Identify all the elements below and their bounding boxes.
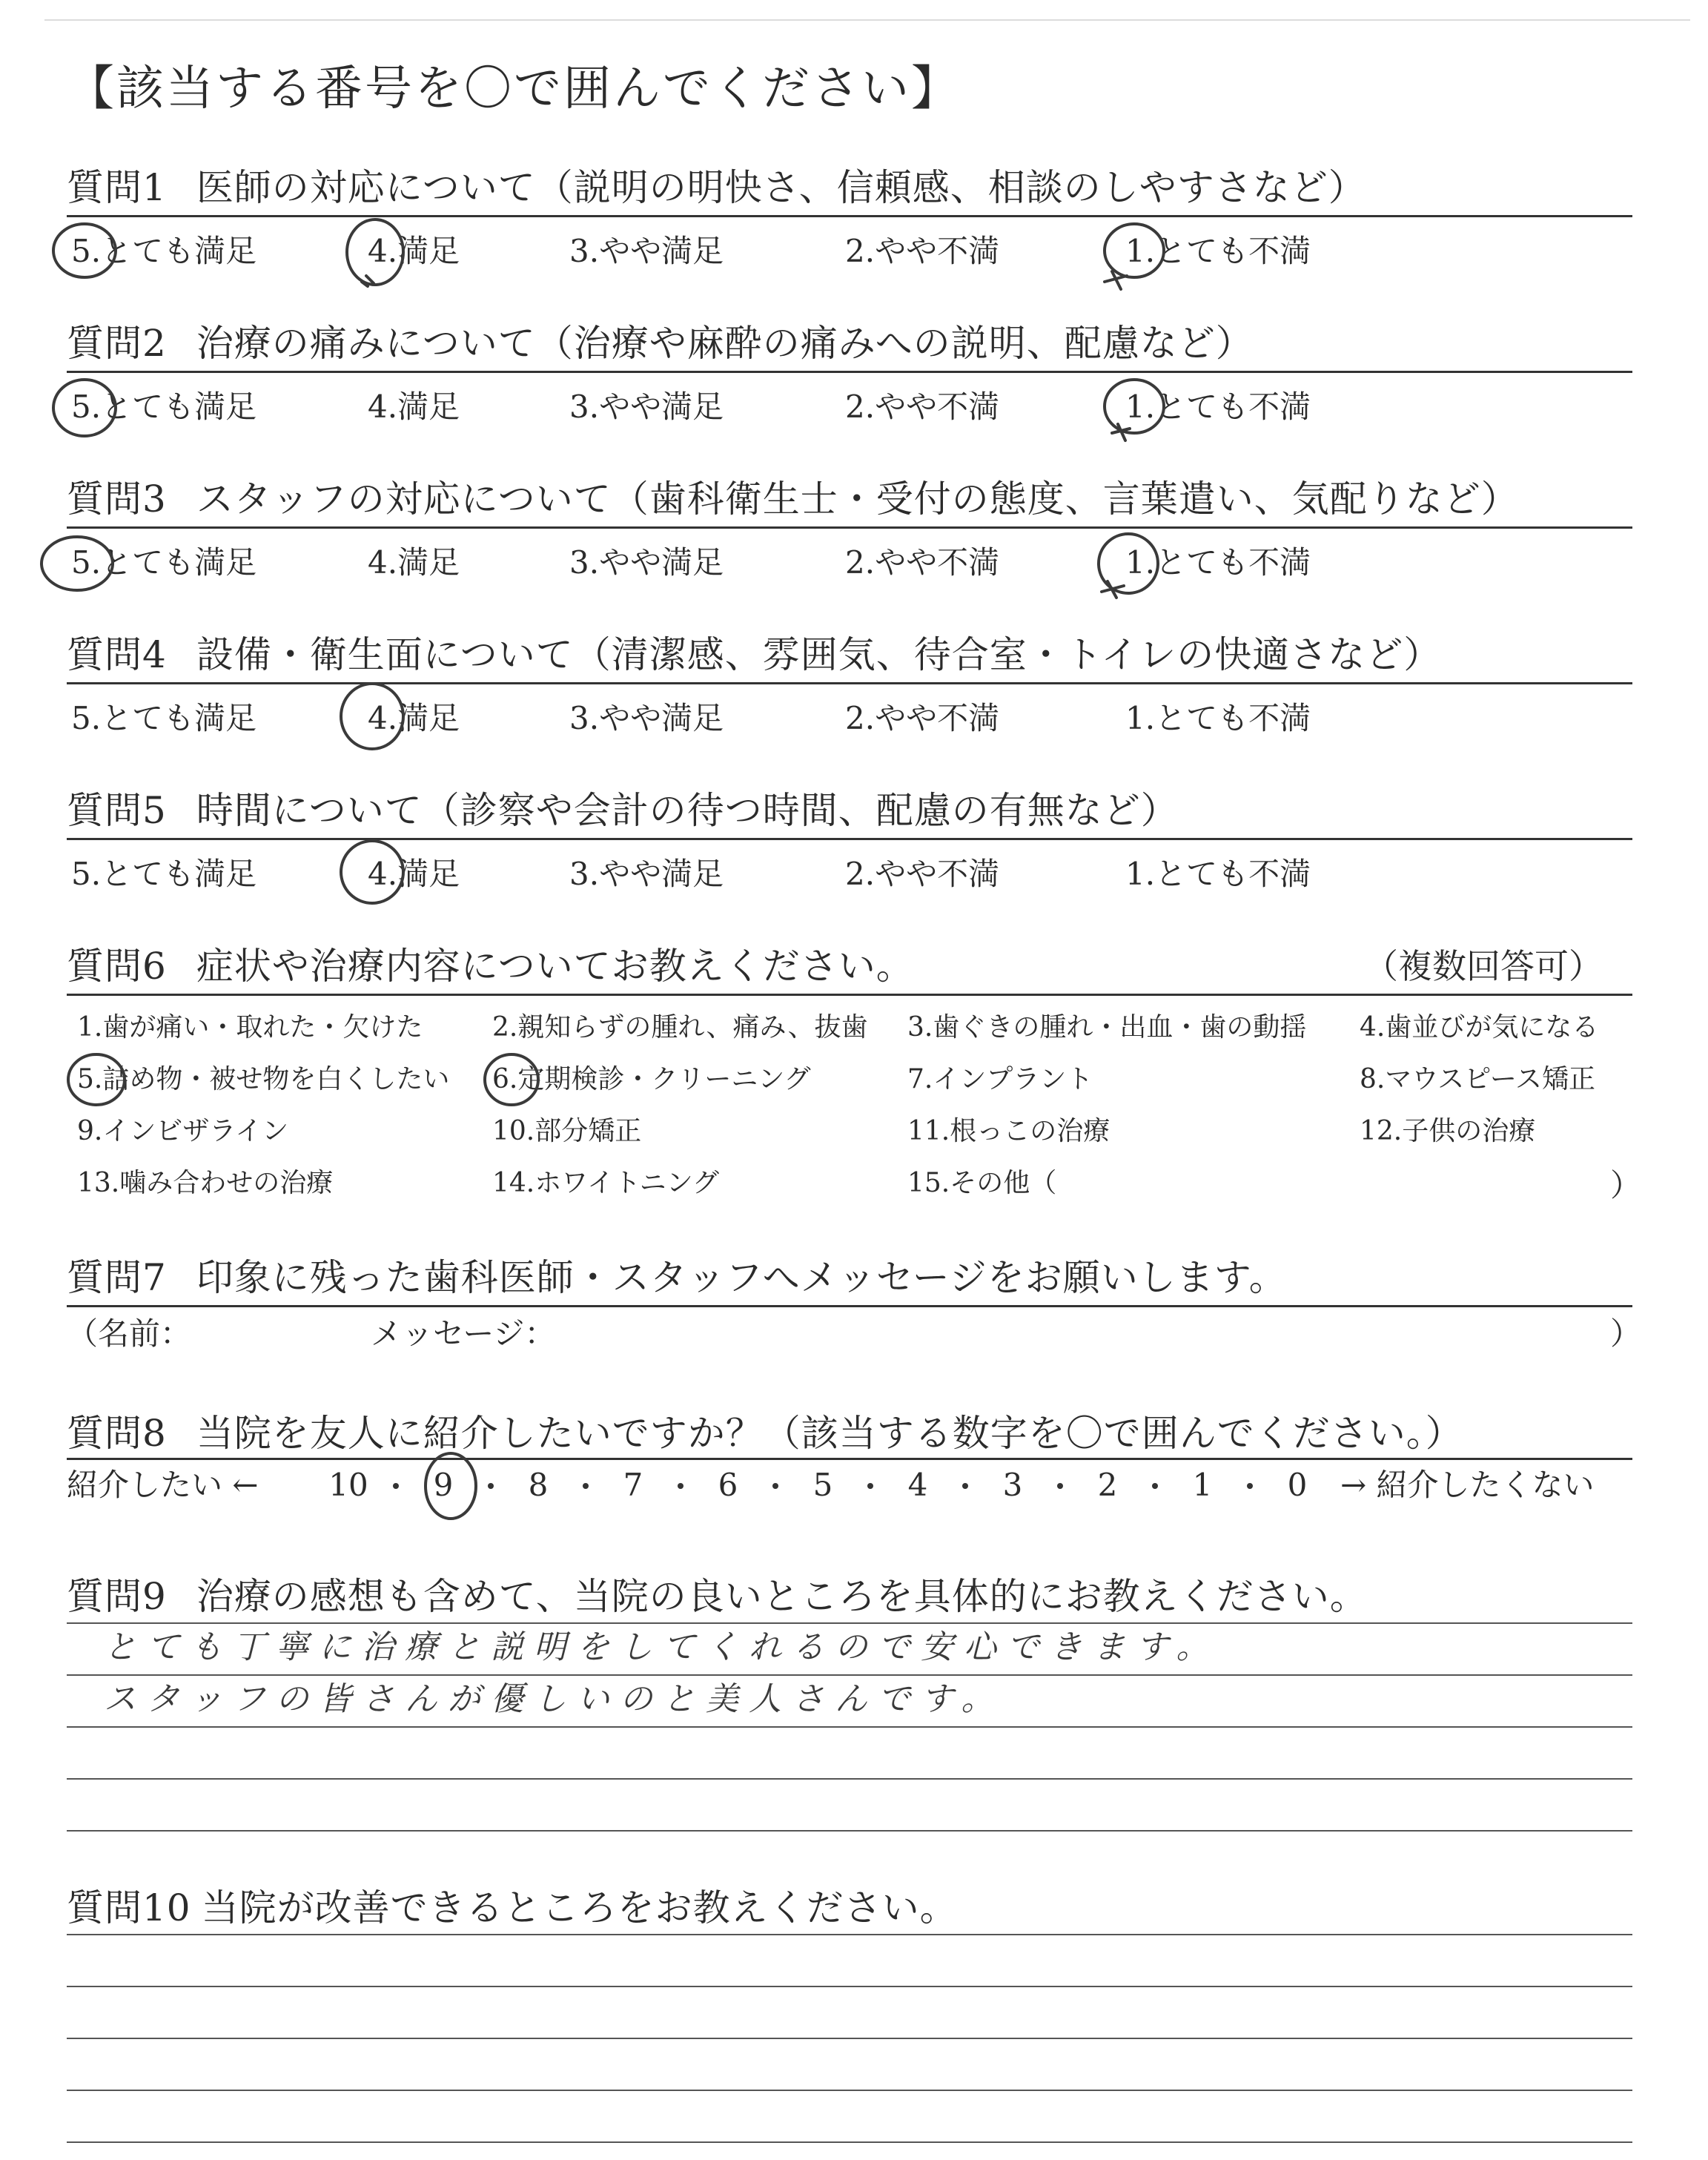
q6-option-13[interactable]: 13.噛み合わせの治療 (77, 1168, 334, 1198)
q2-option-3[interactable]: 3.やや満足 (569, 389, 724, 425)
answer-line (67, 1622, 1632, 1624)
question-10 (67, 1886, 958, 1929)
scale-option-8[interactable]: 8 (528, 1467, 549, 1503)
q5-option-2[interactable]: 2.やや不満 (845, 856, 1000, 892)
scale-separator-dot (867, 1483, 873, 1489)
question-text: 治療の痛みについて（治療や麻酔の痛みへの説明、配慮など） (196, 322, 1254, 365)
q2-option-1[interactable]: 1.とても不満 (1125, 389, 1311, 425)
scale-option-3[interactable]: 3 (1002, 1467, 1023, 1503)
scale-separator-dot (1152, 1483, 1158, 1489)
q5-option-5[interactable]: 5.とても満足 (71, 856, 257, 892)
question-text: 治療の感想も含めて、当院の良いところを具体的にお教えください。 (196, 1575, 1368, 1618)
top-edge-line (44, 19, 1690, 21)
scale-separator-dot (583, 1483, 589, 1489)
scale-option-4[interactable]: 4 (907, 1467, 928, 1503)
question-rule (67, 1305, 1632, 1307)
q2-option-5[interactable]: 5.とても満足 (71, 389, 257, 425)
handwritten-answer-1: とても丁寧に治療と説明をしてくれるので安心できます。 (104, 1628, 1219, 1666)
question-rule (67, 526, 1632, 529)
q2-option-2[interactable]: 2.やや不満 (845, 389, 1000, 425)
scale-option-7[interactable]: 7 (623, 1467, 643, 1503)
q1-option-4[interactable]: 4.満足 (368, 233, 460, 269)
question-rule (67, 994, 1632, 996)
answer-line (67, 1674, 1632, 1676)
scale-separator-dot (1247, 1483, 1253, 1489)
answer-line (67, 2038, 1632, 2039)
message-close-paren: ） (1610, 1315, 1642, 1352)
question-rule (67, 371, 1632, 373)
question-3 (67, 478, 1519, 521)
question-9 (67, 1575, 1368, 1618)
q5-option-4[interactable]: 4.満足 (368, 856, 460, 892)
q4-option-2[interactable]: 2.やや不満 (845, 700, 1000, 736)
scale-separator-dot (488, 1483, 494, 1489)
q6-option-6[interactable]: 6.定期検診・クリーニング (492, 1064, 811, 1094)
question-5 (67, 789, 1179, 832)
q6-option-5[interactable]: 5.詰め物・被せ物を白くしたい (77, 1064, 450, 1094)
answer-line (67, 1934, 1632, 1935)
answer-line (67, 1778, 1632, 1780)
tick-mark (1102, 581, 1124, 598)
question-4 (67, 633, 1442, 676)
q6-option-12[interactable]: 12.子供の治療 (1360, 1116, 1536, 1146)
q6-option-3[interactable]: 3.歯ぐきの腫れ・出血・歯の動揺 (907, 1012, 1307, 1043)
q5-option-1[interactable]: 1.とても不満 (1125, 856, 1311, 892)
q4-option-1[interactable]: 1.とても不満 (1125, 700, 1311, 736)
question-text: 時間について（診察や会計の待つ時間、配慮の有無など） (196, 789, 1179, 832)
scale-option-9[interactable]: 9 (433, 1467, 454, 1503)
question-rule (67, 1458, 1632, 1460)
scale-separator-dot (1057, 1483, 1063, 1489)
q4-option-3[interactable]: 3.やや満足 (569, 700, 724, 736)
q1-option-2[interactable]: 2.やや不満 (845, 233, 1000, 269)
question-label: 質問7 (67, 1256, 167, 1299)
question-label: 質問9 (67, 1575, 167, 1618)
scale-option-1[interactable]: 1 (1192, 1467, 1213, 1503)
answer-line (67, 1830, 1632, 1832)
question-text: 症状や治療内容についてお教えください。 (196, 945, 914, 988)
question-label: 質問10 (67, 1886, 191, 1929)
tick-mark (1112, 424, 1130, 440)
question-text: 医師の対応について（説明の明快さ、信頼感、相談のしやすさなど） (196, 166, 1366, 209)
q6-option-15[interactable]: 15.その他（ (907, 1168, 1057, 1198)
q6-option-1[interactable]: 1.歯が痛い・取れた・欠けた (77, 1012, 423, 1043)
q6-option-10[interactable]: 10.部分矯正 (492, 1116, 642, 1146)
question-label: 質問6 (67, 945, 167, 988)
scale-option-0[interactable]: 0 (1287, 1467, 1308, 1503)
scale-option-6[interactable]: 6 (718, 1467, 738, 1503)
q3-option-2[interactable]: 2.やや不満 (845, 544, 1000, 581)
q4-option-5[interactable]: 5.とても満足 (71, 700, 257, 736)
q3-option-3[interactable]: 3.やや満足 (569, 544, 724, 581)
question-label: 質問3 (67, 478, 167, 521)
answer-line (67, 2141, 1632, 2143)
scale-option-2[interactable]: 2 (1097, 1467, 1118, 1503)
question-rule (67, 215, 1632, 217)
q3-option-5[interactable]: 5.とても満足 (71, 544, 257, 581)
q5-option-3[interactable]: 3.やや満足 (569, 856, 724, 892)
q6-option-8[interactable]: 8.マウスピース矯正 (1360, 1064, 1596, 1094)
answer-line (67, 2090, 1632, 2091)
scale-option-5[interactable]: 5 (812, 1467, 833, 1503)
answer-line (67, 1986, 1632, 1987)
question-text: 設備・衛生面について（清潔感、雰囲気、待合室・トイレの快適さなど） (196, 633, 1442, 676)
q6-option-11[interactable]: 11.根っこの治療 (907, 1116, 1110, 1146)
q6-option-4[interactable]: 4.歯並びが気になる (1360, 1012, 1599, 1043)
scale-separator-dot (962, 1483, 968, 1489)
name-label: （名前： (67, 1315, 192, 1352)
multiple-answers-note: （複数回答可） (1364, 946, 1603, 986)
message-label: メッセージ： (371, 1315, 556, 1352)
scale-separator-dot (772, 1483, 778, 1489)
scale-right-label: → 紹介したくない (1340, 1467, 1595, 1503)
handwritten-answer-2: スタッフの皆さんが優しいのと美人さんです。 (104, 1680, 1004, 1718)
q6-option-7[interactable]: 7.インプラント (907, 1064, 1093, 1094)
q6-option-9[interactable]: 9.インビザライン (77, 1116, 289, 1146)
q3-option-4[interactable]: 4.満足 (368, 544, 460, 581)
question-text: 当院を友人に紹介したいですか？（該当する数字を〇で囲んでください。） (196, 1412, 1463, 1455)
q6-option-14[interactable]: 14.ホワイトニング (492, 1168, 720, 1198)
q1-option-3[interactable]: 3.やや満足 (569, 233, 724, 269)
scale-option-10[interactable]: 10 (328, 1467, 368, 1503)
question-2 (67, 322, 1254, 365)
scale-separator-dot (678, 1483, 683, 1489)
question-label: 質問4 (67, 633, 167, 676)
question-7 (67, 1256, 1287, 1299)
question-text: スタッフの対応について（歯科衛生士・受付の態度、言葉遣い、気配りなど） (196, 478, 1519, 521)
tick-mark (362, 276, 374, 286)
other-close-paren: ） (1610, 1167, 1642, 1203)
q4-option-4[interactable]: 4.満足 (368, 700, 460, 736)
question-text: 当院が改善できるところをお教えください。 (201, 1886, 958, 1929)
q6-option-2[interactable]: 2.親知らずの腫れ、痛み、抜歯 (492, 1012, 868, 1043)
question-8 (67, 1412, 1463, 1455)
question-label: 質問8 (67, 1412, 167, 1455)
answer-line (67, 1726, 1632, 1728)
q3-option-1[interactable]: 1.とても不満 (1125, 544, 1311, 581)
scale-left-label: 紹介したい ← (67, 1467, 259, 1503)
question-label: 質問1 (67, 166, 167, 209)
question-1 (67, 166, 1366, 209)
question-rule (67, 682, 1632, 684)
tick-mark (1105, 271, 1127, 289)
q2-option-4[interactable]: 4.満足 (368, 389, 460, 425)
question-6 (67, 945, 914, 988)
question-rule (67, 838, 1632, 840)
form-title: 【該当する番号を〇で囲んでください】 (67, 62, 961, 116)
q1-option-5[interactable]: 5.とても満足 (71, 233, 257, 269)
question-text: 印象に残った歯科医師・スタッフへメッセージをお願いします。 (196, 1256, 1287, 1299)
question-label: 質問2 (67, 322, 167, 365)
scale-separator-dot (393, 1483, 399, 1489)
q1-option-1[interactable]: 1.とても不満 (1125, 233, 1311, 269)
question-label: 質問5 (67, 789, 167, 832)
